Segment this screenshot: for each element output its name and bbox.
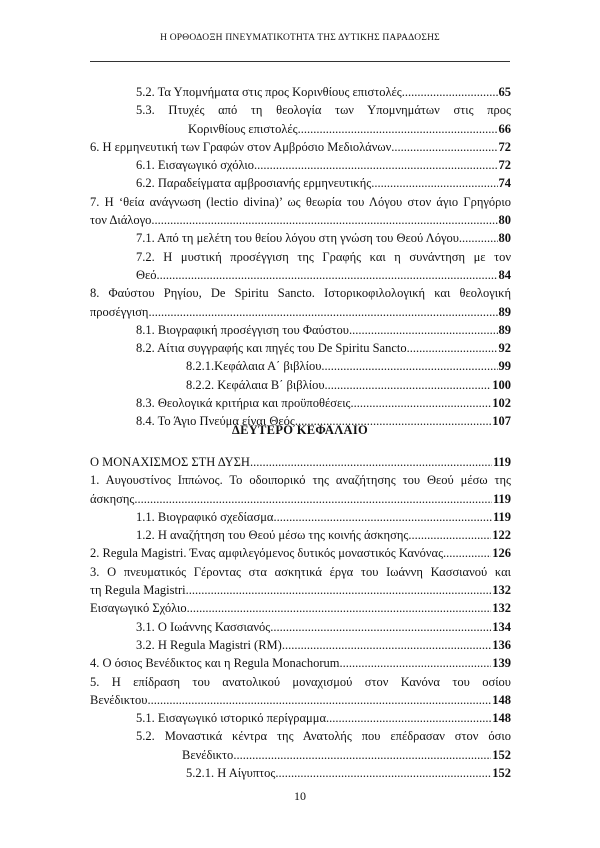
toc-entry-last-line: [90, 691, 511, 709]
toc-entry-title: 6. Η ερμηνευτική των Γραφών στον Αμβρόσιο Μεδιολάνων: [90, 139, 392, 154]
toc-dot-leader: [148, 303, 497, 321]
toc-entry[interactable]: [90, 654, 511, 672]
toc-page-number: 74: [498, 176, 511, 191]
toc-dot-leader: [282, 636, 491, 654]
toc-entry-last-line: [90, 453, 511, 471]
toc-entry-title: Θεό: [136, 267, 157, 282]
toc-entry[interactable]: [90, 673, 511, 710]
toc-entry-last-line: [90, 599, 511, 617]
toc-page-number: 119: [492, 509, 511, 524]
toc-entry-title: Κορινθίους επιστολές: [188, 121, 298, 136]
toc-entry-title: Ο ΜΟΝΑΧΙΣΜΟΣ ΣΤΗ ΔΥΣΗ: [90, 455, 250, 469]
toc-dot-leader: [273, 508, 491, 526]
toc-page-number: 92: [498, 341, 511, 356]
toc-section-chapter-one: [90, 83, 511, 431]
toc-entry-title: Βενέδικτου: [90, 692, 148, 707]
toc-entry-title: 8.2.2. Κεφάλαια Β΄ βιβλίου: [186, 377, 325, 392]
toc-entry[interactable]: [90, 764, 511, 782]
toc-dot-leader: [407, 339, 498, 357]
toc-dot-leader: [391, 138, 497, 156]
toc-dot-leader: [459, 229, 498, 247]
toc-entry-title: 6.2. Παραδείγματα αμβροσιανής ερμηνευτικής: [136, 176, 372, 191]
toc-page-number: 84: [498, 267, 511, 282]
toc-dot-leader: [233, 746, 491, 764]
toc-page-number: 148: [492, 711, 511, 726]
toc-entry-title: Εισαγωγικό Σχόλιο: [90, 601, 187, 616]
toc-entry[interactable]: [90, 709, 511, 727]
toc-entry-last-line: [90, 654, 511, 672]
toc-section-chapter-two: [90, 453, 511, 782]
toc-entry-line: 5.2. Μοναστικά κέντρα της Ανατολής που επέδρασαν στον όσιο: [136, 729, 511, 744]
toc-entry-last-line: [136, 156, 511, 174]
toc-entry[interactable]: [90, 727, 511, 764]
toc-entry-last-line: [186, 376, 511, 394]
toc-entry[interactable]: [90, 321, 511, 339]
toc-entry-last-line: [136, 618, 511, 636]
toc-page-number: 89: [498, 322, 511, 337]
toc-page-number: 122: [492, 528, 511, 543]
toc-entry[interactable]: [90, 248, 511, 285]
toc-dot-leader: [254, 156, 498, 174]
toc-entry-last-line: [136, 321, 511, 339]
toc-page-number: 99: [498, 359, 511, 374]
toc-entry[interactable]: [90, 284, 511, 321]
toc-entry-title: 5.1. Εισαγωγικό ιστορικό περίγραμμα: [136, 711, 326, 726]
toc-entry-last-line: [136, 339, 511, 357]
toc-entry-title: 5.2. Τα Υπομνήματα στις προς Κορινθίους επιστολές: [136, 85, 402, 99]
toc-entry-title: 5.2.1. Η Αίγυπτος: [186, 766, 276, 781]
toc-dot-leader: [298, 120, 498, 138]
toc-entry-title: 3.1. Ο Ιωάννης Κασσιανός: [136, 619, 271, 634]
toc-entry-title: 4. Ο όσιος Βενέδικτος και η Regula Monachorum: [90, 656, 340, 671]
toc-page-number: 100: [492, 377, 511, 392]
toc-dot-leader: [275, 764, 491, 782]
toc-entry-line: 5.3. Πτυχές από τη θεολογία των Υπομνημάτων στις προς: [136, 103, 511, 118]
toc-page-number: 72: [498, 158, 511, 173]
toc-page-number: 65: [498, 85, 511, 99]
toc-page-number: 152: [492, 747, 511, 762]
toc-entry-title: 6.1. Εισαγωγικό σχόλιο: [136, 158, 254, 173]
toc-entry-title: 1.1. Βιογραφικό σχεδίασμα: [136, 509, 274, 524]
toc-entry-title: 8.2.1.Κεφάλαια Α΄ βιβλίου: [186, 359, 322, 374]
toc-entry-last-line: [186, 357, 511, 375]
toc-entry[interactable]: [90, 471, 511, 508]
toc-dot-leader: [148, 691, 492, 709]
toc-entry-last-line: [136, 746, 511, 764]
toc-dot-leader: [250, 453, 492, 471]
toc-entry-line: 3. Ο πνευματικός Γέροντας στα ασκητικά έργα του Ιωάννη Κασσιανού και: [90, 564, 511, 579]
toc-dot-leader: [326, 709, 491, 727]
toc-entry-last-line: [90, 303, 511, 321]
toc-entry-line: 7. Η ‘θεία ανάγνωση (lectio divina)’ ως θεωρία του Λόγου στον άγιο Γρηγόριο: [90, 194, 511, 209]
toc-dot-leader: [157, 266, 498, 284]
toc-entry[interactable]: [90, 394, 511, 412]
toc-entry-last-line: [136, 229, 511, 247]
toc-entry-last-line: [136, 508, 511, 526]
toc-entry[interactable]: [90, 193, 511, 230]
toc-page-number: 148: [492, 692, 511, 707]
toc-entry-title: 8.4. Το Άγιο Πνεύμα είναι Θεός: [136, 414, 295, 429]
toc-dot-leader: [270, 618, 491, 636]
toc-dot-leader: [402, 83, 498, 101]
toc-page-number: 152: [492, 766, 511, 781]
toc-dot-leader: [443, 544, 491, 562]
toc-dot-leader: [408, 526, 491, 544]
toc-dot-leader: [187, 599, 492, 617]
toc-entry-last-line: [186, 764, 511, 782]
toc-entry-last-line: [136, 636, 511, 654]
toc-dot-leader: [339, 654, 491, 672]
toc-page-number: 107: [492, 414, 511, 429]
toc-entry-last-line: [90, 138, 511, 156]
toc-entry[interactable]: [90, 83, 511, 101]
toc-entry-line: 1. Αυγουστίνος Ιππώνος. Το οδοιπορικό της αναζήτησης του Θεού μέσω της: [90, 473, 511, 488]
toc-page-number: 80: [498, 213, 511, 228]
toc-entry[interactable]: [90, 563, 511, 600]
toc-entry[interactable]: [90, 174, 511, 192]
toc-entry[interactable]: [90, 453, 511, 471]
toc-page-number: 119: [492, 455, 511, 469]
running-header: Η ΟΡΘΟΔΟΞΗ ΠΝΕΥΜΑΤΙΚΟΤΗΤΑ ΤΗΣ ΔΥΤΙΚΗΣ ΠΑΡΑΔΟΣΗΣ: [160, 33, 440, 43]
toc-entry[interactable]: [90, 636, 511, 654]
header-rule: [90, 61, 510, 62]
toc-entry[interactable]: [90, 618, 511, 636]
toc-entry[interactable]: [90, 508, 511, 526]
toc-dot-leader: [349, 321, 498, 339]
toc-entry-line: 7.2. Η μυστική προσέγγιση της Γραφής και η συνάντηση με τον: [136, 249, 511, 264]
toc-page-number: 126: [492, 546, 511, 561]
toc-entry-line: 5. Η επίδραση του ανατολικού μοναχισμού στον Κανόνα του οσίου: [90, 674, 511, 689]
toc-entry-title: 2. Regula Magistri. Ένας αμφιλεγόμενος δυτικός μοναστικός Κανόνας: [90, 546, 444, 561]
toc-entry-title: Βενέδικτο: [182, 747, 234, 762]
toc-entry[interactable]: [90, 357, 511, 375]
toc-entry-title: 7.1. Από τη μελέτη του θείου λόγου στη γνώση του Θεού Λόγου: [136, 231, 459, 246]
toc-dot-leader: [151, 211, 497, 229]
toc-entry[interactable]: [90, 599, 511, 617]
toc-entry-last-line: [136, 174, 511, 192]
toc-entry[interactable]: [90, 138, 511, 156]
toc-entry-last-line: [90, 211, 511, 229]
toc-entry-title: 8.2. Αίτια συγγραφής και πηγές του De Spiritu Sancto: [136, 341, 407, 356]
toc-entry-title: 8.3. Θεολογικά κριτήρια και προϋποθέσεις: [136, 396, 351, 411]
toc-entry-title: τον Διάλογο: [90, 213, 152, 228]
toc-entry[interactable]: [90, 101, 511, 138]
toc-entry-title: 3.2. Η Regula Magistri (RM): [136, 637, 282, 652]
toc-page-number: 136: [492, 637, 511, 652]
toc-page-number: 80: [498, 231, 511, 246]
toc-dot-leader: [371, 174, 497, 192]
page-number: 10: [294, 789, 306, 803]
toc-page-number: 139: [492, 656, 511, 671]
toc-entry-last-line: [136, 266, 511, 284]
toc-entry-last-line: [90, 581, 511, 599]
toc-entry-last-line: [90, 490, 511, 508]
toc-dot-leader: [186, 581, 492, 599]
toc-entry-last-line: [136, 120, 511, 138]
toc-entry-title: τη Regula Magistri: [90, 583, 186, 598]
toc-page-number: 72: [498, 139, 511, 154]
toc-entry-last-line: [90, 544, 511, 562]
toc-dot-leader: [351, 394, 492, 412]
toc-entry-last-line: [136, 526, 511, 544]
toc-entry[interactable]: [90, 376, 511, 394]
toc-entry-last-line: [136, 83, 511, 101]
toc-entry-title: 8.1. Βιογραφική προσέγγιση του Φαύστου: [136, 322, 349, 337]
toc-entry-title: 1.2. Η αναζήτηση του Θεού μέσω της κοινής άσκησης: [136, 528, 409, 543]
toc-page-number: 119: [492, 491, 511, 506]
toc-page-number: 134: [492, 619, 511, 634]
chapter-title: ΔΕΥΤΕΡΟ ΚΕΦΑΛΑΙΟ: [231, 423, 369, 437]
toc-page-number: 102: [492, 396, 511, 411]
toc-entry[interactable]: [90, 526, 511, 544]
toc-entry[interactable]: [90, 156, 511, 174]
toc-page-number: 89: [498, 304, 511, 319]
toc-entry-last-line: [136, 709, 511, 727]
toc-entry-title: προσέγγιση: [90, 304, 149, 319]
toc-entry-title: άσκησης: [90, 491, 135, 506]
toc-entry[interactable]: [90, 339, 511, 357]
toc-entry[interactable]: [90, 229, 511, 247]
toc-dot-leader: [325, 376, 492, 394]
toc-page-number: 132: [492, 601, 511, 616]
toc-dot-leader: [134, 490, 492, 508]
toc-entry-last-line: [136, 394, 511, 412]
toc-entry[interactable]: [90, 544, 511, 562]
toc-page-number: 66: [498, 121, 511, 136]
toc-page-number: 132: [492, 583, 511, 598]
toc-entry-line: 8. Φαύστου Ρηγίου, De Spiritu Sancto. Ιστορικοφιλολογική και θεολογική: [90, 286, 511, 301]
toc-dot-leader: [321, 357, 497, 375]
